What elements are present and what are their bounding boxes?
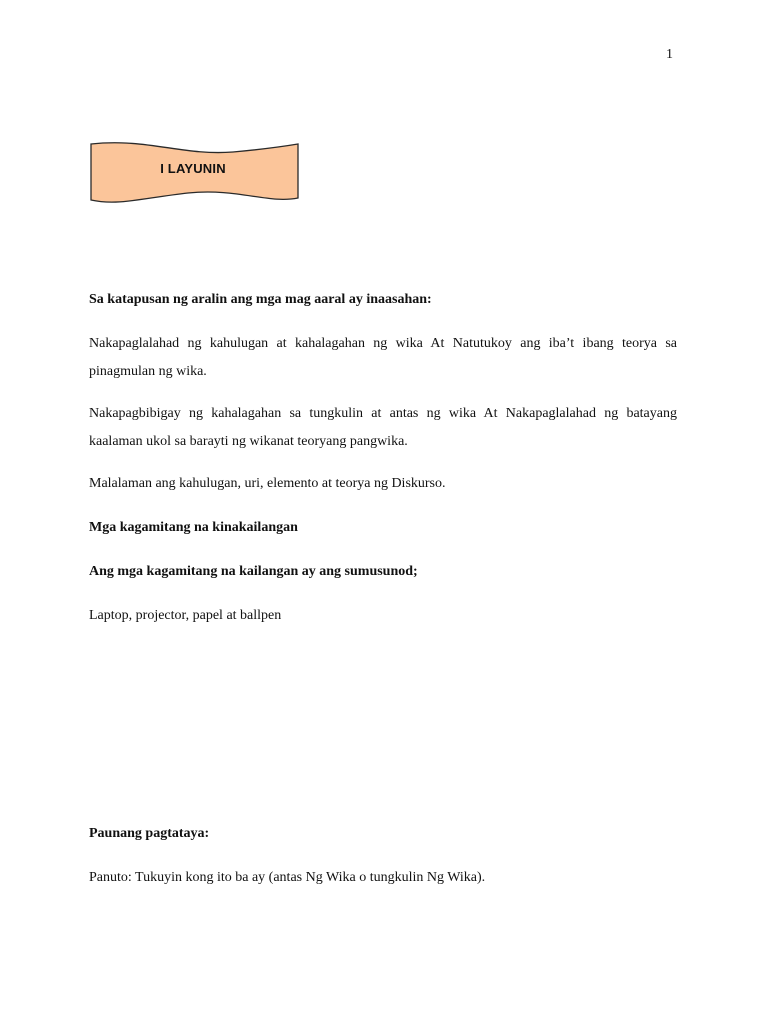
materials-list: Laptop, projector, papel at ballpen xyxy=(89,608,282,623)
objective-item-3: Malalaman ang kahulugan, uri, elemento at teorya ng Diskurso. xyxy=(89,476,446,491)
materials-heading: Mga kagamitang na kinakailangan xyxy=(89,520,298,535)
section-banner xyxy=(88,140,302,206)
page-number: 1 xyxy=(666,47,673,62)
objective-item-1: Nakapaglalahad ng kahulugan at kahalagahan ng wika At Natutukoy ang iba’t ibang teorya sa pinagmulan ng wika. xyxy=(89,336,677,379)
objective-item-2: Nakapagbibigay ng kahalagahan sa tungkulin at antas ng wika At Nakapaglalahad ng batayang kaalaman ukol sa barayti ng wikanat teoryang pangwika. xyxy=(89,406,677,449)
pretest-heading: Paunang pagtataya: xyxy=(89,826,210,841)
materials-intro: Ang mga kagamitang na kailangan ay ang sumusunod; xyxy=(89,564,418,579)
banner-title: I LAYUNIN xyxy=(160,161,226,176)
objectives-intro: Sa katapusan ng aralin ang mga mag aaral ay inaasahan: xyxy=(89,292,432,307)
pretest-instruction: Panuto: Tukuyin kong ito ba ay (antas Ng Wika o tungkulin Ng Wika). xyxy=(89,870,486,885)
